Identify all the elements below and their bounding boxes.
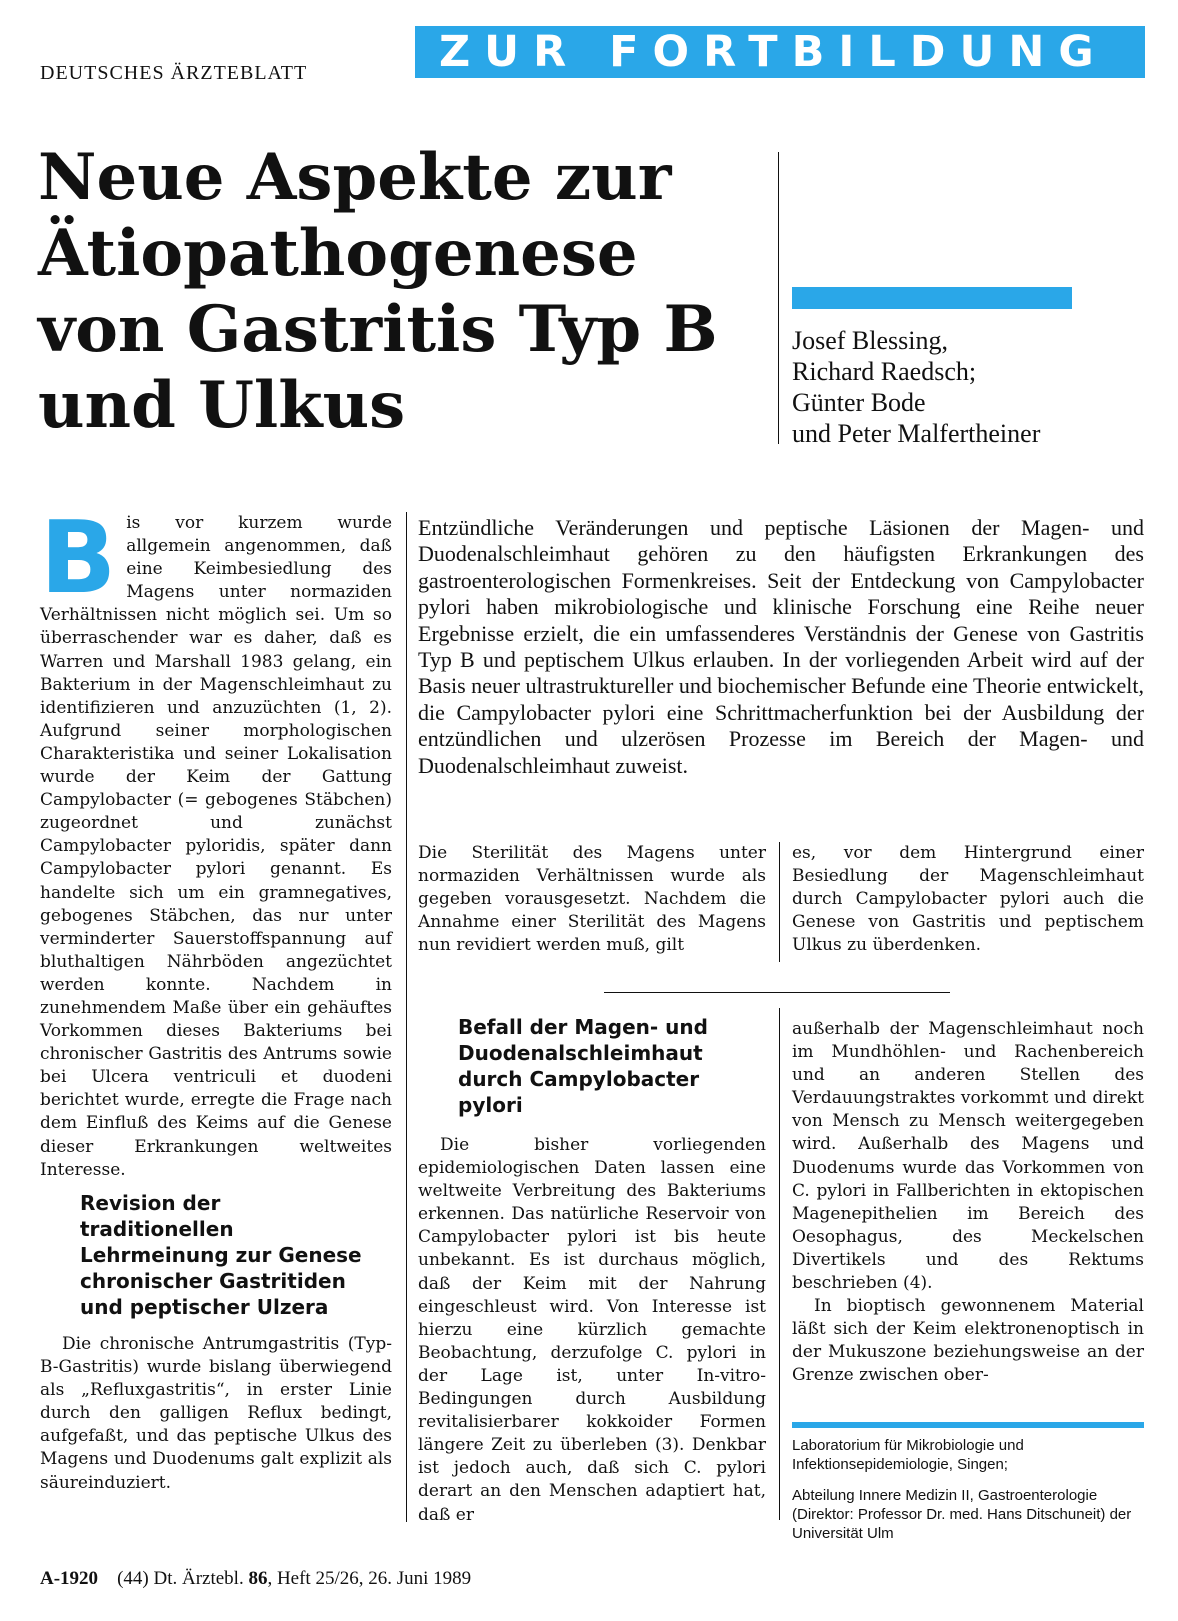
author-line: Richard Raedsch; (792, 357, 977, 386)
volume-number: 86 (248, 1568, 268, 1589)
author-line: und Peter Malfertheiner (792, 419, 1041, 448)
section-label: ZUR FORTBILDUNG (439, 27, 1108, 77)
title-divider (778, 152, 779, 444)
paragraph-epidemiologie: Die bisher vorliegenden epidemiologischen Daten lassen eine weltweite Verbreitung des Bakteriums erkennen. Das natürliche Reservoir von Campylobacter pylori ist bis heute unbekannt. Es ist durchaus möglich, daß der Keim mit der Nahrung eingeschleust wird. Von Interesse ist hierzu eine kürzlich gemachte Beobachtung, derzufolge C. pylori in der Lage ist, unter In-vitro-Bedingungen durch Ausbildung revitalisierbarer kokkoider Formen längere Zeit zu überleben (3). Denkbar ist jedoch auch, daß sich C. pylori derart an den Menschen adaptiert hat, daß er (418, 1135, 766, 1525)
column-divider-left (406, 512, 407, 1522)
authors (792, 325, 1040, 449)
column-3 (792, 1018, 1144, 1388)
title-line: und Ulkus (38, 368, 406, 443)
authors-accent-bar (792, 287, 1072, 309)
drop-cap: B (40, 499, 117, 616)
intro-paragraph: is vor kurzem wurde allgemein angenommen, daß eine Keimbesiedlung des Magens unter normaziden Verhältnissen nicht möglich sei. Um so überraschender war es daher, daß es Warren und Marshall 1983 gelang, ein Bakterium in der Magenschleimhaut zu identifizieren und anzuzüchten (1, 2). Aufgrund seiner morphologischen Charakteristika und seiner Lokalisation wurde der Keim der Gattung Campylobacter (= gebogenes Stäbchen) zugeordnet und zunächst Campylobacter pyloridis, später dann Campylobacter pylori genannt. Es handelte sich um ein gramnegatives, gebogenes Stäbchen, das nur unter verminderter Sauerstoffspannung auf bluthaltigen Nährböden angezüchtet werden konnte. Nachdem in zunehmendem Maße über ein gehäuftes Vorkommen dieses Bakteriums bei chronischer Gastritis des Antrums sowie bei Ulcera ventriculi et duodeni berichtet wurde, erregte die Frage nach dem Einfluß des Keims auf die Genese dieser Erkrankungen weltweites Interesse. (40, 513, 392, 1180)
column-divider-top (779, 842, 780, 962)
section-heading-befall: Befall der Magen- und Duodenalschleimhaut durch Campylobacter pylori (458, 1015, 708, 1117)
paragraph-bioptisch: In bioptisch gewonnenem Material läßt sich der Keim elektronenoptisch in der Mukuszone beziehungsweise an der Grenze zwischen ober- (792, 1296, 1144, 1386)
section-heading-revision: Revision der traditionellen Lehrmeinung zur Genese chronischer Gastritiden und peptischer Ulzera (80, 1191, 362, 1319)
paragraph-reservoir: außerhalb der Magenschleimhaut noch im Mundhöhlen- und Rachenbereich und an anderen Stellen des Verdauungstraktes vorkommt und direkt von Mensch zu Mensch weitergegeben wird. Außerhalb des Magens und Duodenums wurde das Vorkommen von C. pylori in Fallberichten in ektopischen Magenepithelien im Bereich des Oesophagus, des Meckelschen Divertikels und des Rektums beschrieben (4). (792, 1019, 1144, 1294)
column-3-top: es, vor dem Hintergrund einer Besiedlung der Magenschleimhaut durch Campylobacter pylori auch die Genese von Gastritis und peptischem Ulkus zu überdenken. (792, 843, 1144, 956)
affiliation-accent-bar (792, 1422, 1144, 1428)
section-banner (415, 26, 1145, 78)
title-line: Ätiopathogenese (38, 216, 638, 291)
author-line: Günter Bode (792, 388, 926, 417)
affiliation-2: Abteilung Innere Medizin II, Gastroenterologie (Direktor: Professor Dr. med. Hans Ditschuneit) der Universität Ulm (792, 1487, 1132, 1542)
column-1 (40, 499, 392, 1182)
column-2 (418, 1134, 766, 1527)
title-line: Neue Aspekte zur (38, 140, 672, 215)
article-title (38, 140, 778, 444)
column-divider-right (779, 1008, 780, 1520)
citation-suffix: , Heft 25/26, 26. Juni 1989 (267, 1568, 472, 1589)
column-2-top: Die Sterilität des Magens unter normaziden Verhältnissen wurde als gegeben vorausgesetzt. Nachdem die Annahme einer Sterilität des Magens nun revidiert werden muß, gilt (418, 843, 766, 956)
paragraph-antrumgastritis: Die chronische Antrumgastritis (Typ-B-Gastritis) wurde bislang überwiegend als „Refluxgastritis“, in erster Linie durch den galligen Reflux bedingt, aufgefaßt, und das peptische Ulkus des Magens und Duodenums galt explizit als säureinduziert. (40, 1334, 392, 1493)
page-number: A-1920 (40, 1568, 99, 1589)
affiliation-1: Laboratorium für Mikrobiologie und Infektionsepidemiologie, Singen; (792, 1437, 1024, 1473)
page-footer (40, 1568, 471, 1590)
section-rule (604, 992, 950, 993)
author-line: Josef Blessing, (792, 326, 948, 355)
journal-name: DEUTSCHES ÄRZTEBLATT (40, 62, 308, 84)
abstract: Entzündliche Veränderungen und peptische Läsionen der Magen- und Duodenalschleimhaut gehören zu den häufigsten Erkrankungen des gastroenterologischen Formenkreises. Seit der Entdeckung von Campylobacter pylori haben mikrobiologische und klinische Forschung eine Reihe neuer Ergebnisse erzielt, die ein umfassenderes Verständnis der Genese von Gastritis Typ B und peptischem Ulkus erlauben. In der vorliegenden Arbeit wird auf der Basis neuer ultrastruktureller und biochemischer Befunde eine Theorie entwickelt, die Campylobacter pylori eine Schrittmacherfunktion bei der Ausbildung der entzündlichen und ulzerösen Prozesse im Bereich der Magen- und Duodenalschleimhaut zuweist. (418, 515, 1144, 778)
column-1-continued (40, 1333, 392, 1495)
citation-prefix: (44) Dt. Ärztebl. (117, 1568, 244, 1589)
title-line: von Gastritis Typ B (38, 292, 718, 367)
